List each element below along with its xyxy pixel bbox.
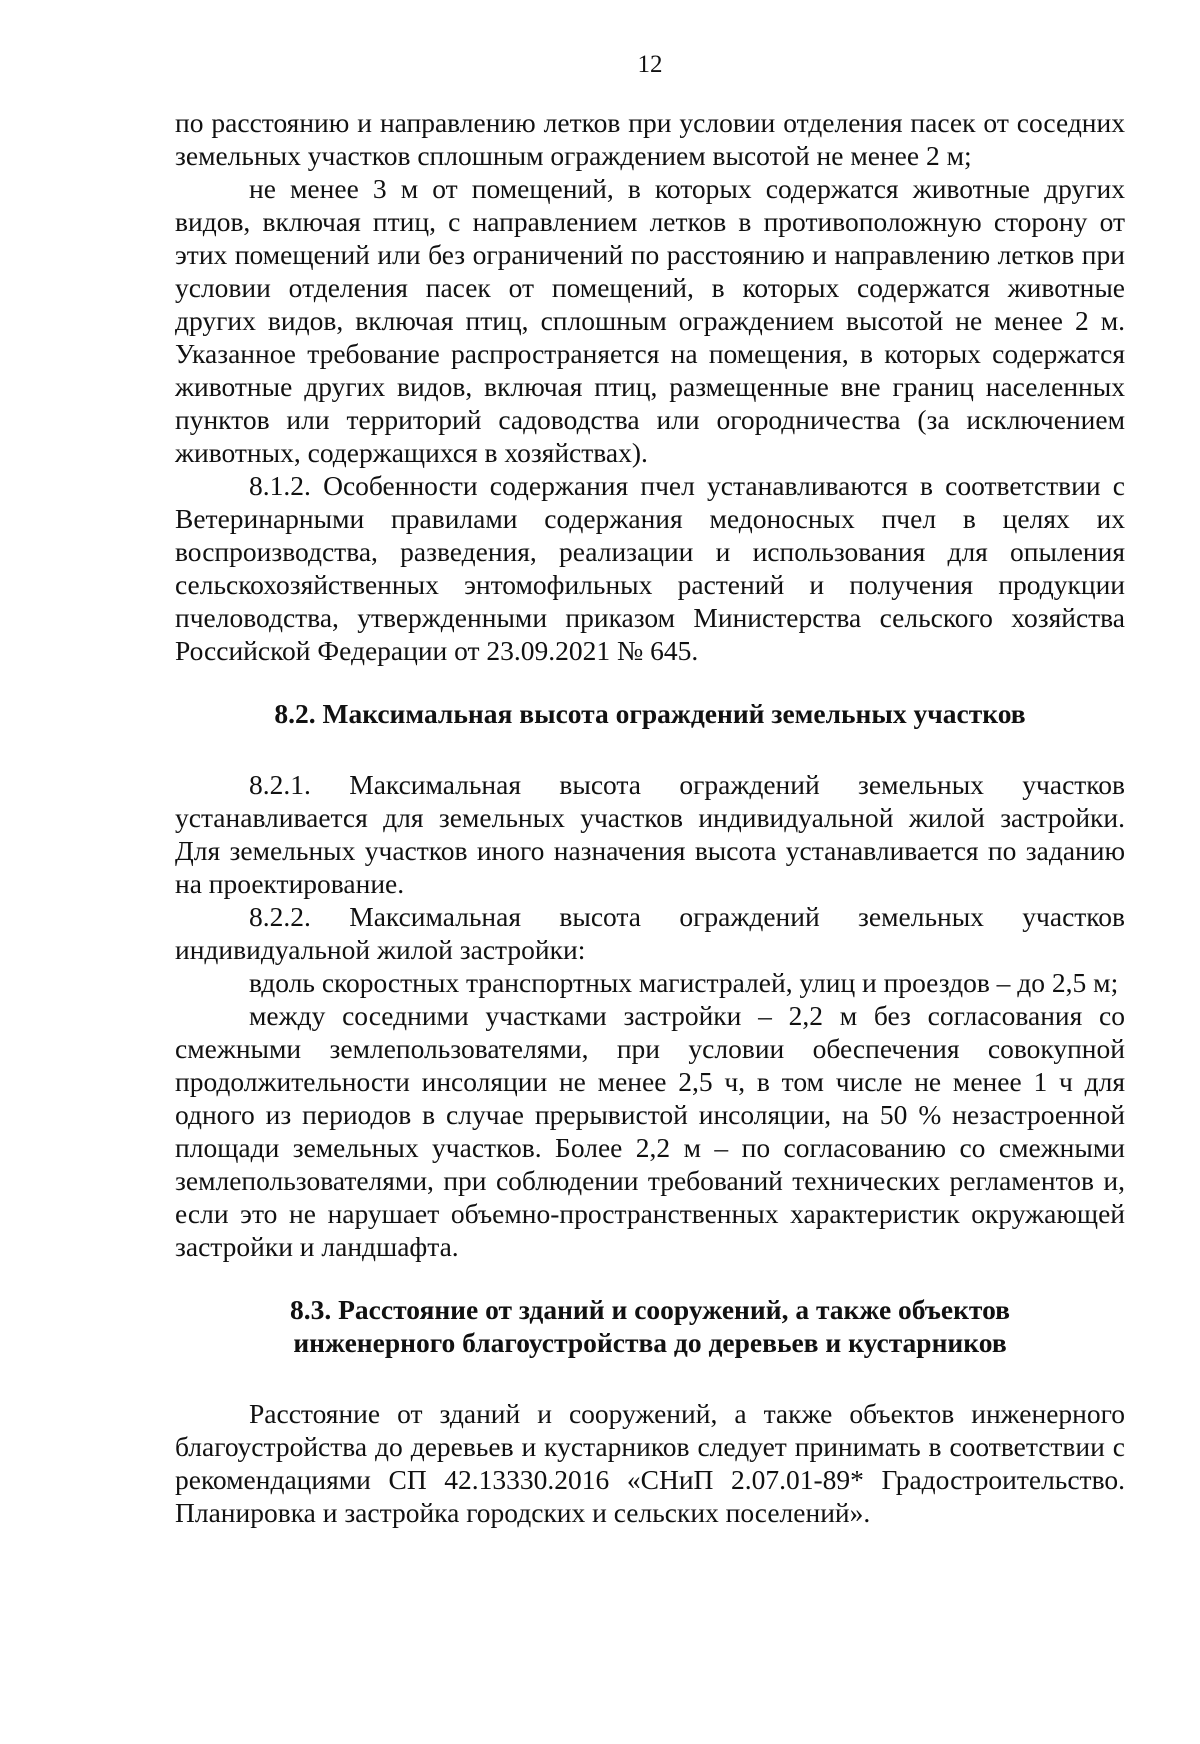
section-heading-8-3-line2: инженерного благоустройства до деревьев и кустарников bbox=[293, 1327, 1007, 1358]
section-heading-8-3-line1: 8.3. Расстояние от зданий и сооружений, а также объектов bbox=[290, 1294, 1010, 1325]
paragraph-8-2-2: 8.2.2. Максимальная высота ограждений земельных участков индивидуальной жилой застройки: bbox=[175, 901, 1125, 965]
page-number: 12 bbox=[637, 51, 663, 78]
section-heading-8-2: 8.2. Максимальная высота ограждений земельных участков bbox=[274, 698, 1026, 729]
paragraph-continuation: по расстоянию и направлению летков при условии отделения пасек от соседних земельных участков сплошным ограждением высотой не менее 2 м; bbox=[175, 107, 1125, 171]
paragraph-along-highways: вдоль скоростных транспортных магистралей, улиц и проездов – до 2,5 м; bbox=[249, 967, 1119, 998]
paragraph-8-1-2: 8.1.2. Особенности содержания пчел устанавливаются в соответствии с Ветеринарными правилами содержания медоносных пчел в целях их воспроизводства, разведения, реализации и использования для опыления сельскохозяйственных энтомофильных растений и получения продукции пчеловодства, утвержденными приказом Министерства сельского хозяйства Российской Федерации от 23.09.2021 № 645. bbox=[175, 470, 1125, 666]
paragraph-8-2-1: 8.2.1. Максимальная высота ограждений земельных участков устанавливается для земельных участков индивидуальной жилой застройки. Для земельных участков иного назначения высота устанавливается по заданию на проектирование. bbox=[175, 769, 1125, 899]
document-page bbox=[175, 50, 1125, 1529]
paragraph-8-3-distance: Расстояние от зданий и сооружений, а также объектов инженерного благоустройства до деревьев и кустарников следует принимать в соответствии с рекомендациями СП 42.13330.2016 «СНиП 2.07.01-89* Градостроительство. Планировка и застройка городских и сельских поселений». bbox=[175, 1398, 1125, 1528]
paragraph-between-plots: между соседними участками застройки – 2,2 м без согласования со смежными землепользователями, при условии обеспечения совокупной продолжительности инсоляции не менее 2,5 ч, в том числе не менее 1 ч для одного из периодов в случае прерывистой инсоляции, на 50 % незастроенной площади земельных участков. Более 2,2 м – по согласованию со смежными землепользователями, при соблюдении требований технических регламентов и, если это не нарушает объемно-пространственных характеристик окружающей застройки и ландшафта. bbox=[175, 1000, 1125, 1262]
paragraph-distance-premises: не менее 3 м от помещений, в которых содержатся животные других видов, включая птиц, с направлением летков в противоположную сторону от этих помещений или без ограничений по расстоянию и направлению летков при условии отделения пасек от помещений, в которых содержатся животные других видов, включая птиц, сплошным ограждением высотой не менее 2 м. Указанное требование распространяется на помещения, в которых содержатся животные других видов, включая птиц, размещенные вне границ населенных пунктов или территорий садоводства или огородничества (за исключением животных, содержащихся в хозяйствах). bbox=[175, 173, 1125, 468]
section-heading-8-3 bbox=[175, 1293, 1125, 1359]
